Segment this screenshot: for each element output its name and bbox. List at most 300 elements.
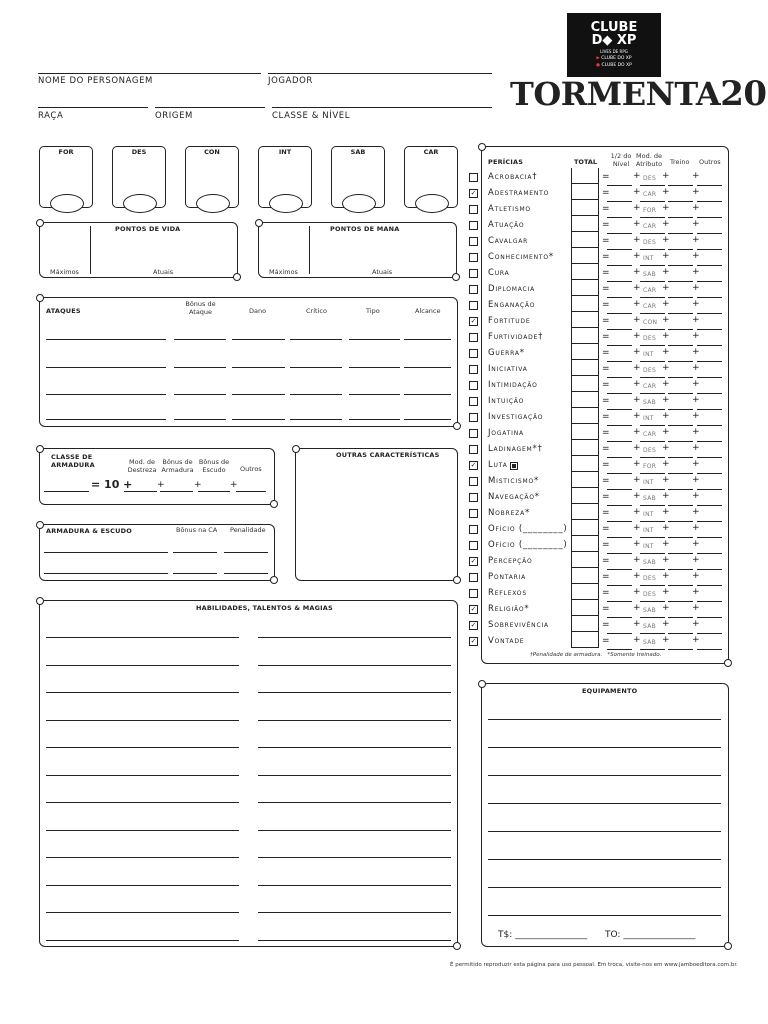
skill-field-line[interactable] [668, 617, 693, 618]
skill-field-line[interactable] [697, 233, 722, 234]
skill-field-line[interactable] [607, 281, 632, 282]
skill-field-line[interactable] [697, 569, 722, 570]
habilidade-line[interactable] [258, 912, 451, 913]
skill-field-line[interactable] [640, 329, 665, 330]
skill-total-box[interactable] [571, 488, 599, 504]
skill-field-line[interactable] [668, 185, 693, 186]
skill-trained-checkbox[interactable]: ✓ [470, 317, 477, 325]
skill-field-line[interactable] [607, 265, 632, 266]
skill-field-line[interactable] [697, 281, 722, 282]
habilidades-box[interactable]: HABILIDADES, TALENTOS & MAGIAS [39, 600, 458, 947]
classe-armadura-box[interactable]: CLASSE DE ARMADURA Mod. de Destreza Bônus de Armadura Bônus de Escudo Outros = 10 + + + + [39, 448, 275, 505]
ataque-field-line[interactable] [290, 367, 342, 368]
skill-field-line[interactable] [697, 505, 722, 506]
skill-field-line[interactable] [668, 585, 693, 586]
skill-field-line[interactable] [607, 313, 632, 314]
ataque-field-line[interactable] [174, 394, 226, 395]
skill-total-box[interactable] [571, 344, 599, 360]
skill-field-line[interactable] [668, 329, 693, 330]
skill-field-line[interactable] [640, 217, 665, 218]
skill-field-line[interactable] [607, 297, 632, 298]
skill-plus: + [662, 379, 670, 389]
skill-field-line[interactable] [640, 249, 665, 250]
skill-field-line[interactable] [697, 489, 722, 490]
skill-field-line[interactable] [607, 377, 632, 378]
skill-field-line[interactable] [607, 457, 632, 458]
skill-field-line[interactable] [668, 553, 693, 554]
skill-field-line[interactable] [668, 361, 693, 362]
skill-field-line[interactable] [668, 281, 693, 282]
skill-field-line[interactable] [607, 425, 632, 426]
skill-field-line[interactable] [697, 313, 722, 314]
attr-con-box[interactable]: CON [185, 146, 239, 208]
skill-total-box[interactable] [571, 376, 599, 392]
ataque-field-line[interactable] [404, 394, 451, 395]
skill-total-box[interactable] [571, 440, 599, 456]
habilidade-line[interactable] [46, 747, 239, 748]
habilidade-line[interactable] [46, 692, 239, 693]
skill-field-line[interactable] [607, 537, 632, 538]
skill-field-line[interactable] [697, 361, 722, 362]
skill-field-line[interactable] [607, 617, 632, 618]
skill-field-line[interactable] [607, 441, 632, 442]
skill-field-line[interactable] [668, 441, 693, 442]
skill-plus: + [633, 411, 641, 421]
skill-field-line[interactable] [668, 569, 693, 570]
skill-field-line[interactable] [697, 457, 722, 458]
habilidade-line[interactable] [258, 665, 451, 666]
skill-field-line[interactable] [697, 553, 722, 554]
skill-field-line[interactable] [697, 601, 722, 602]
skill-total-box[interactable] [571, 392, 599, 408]
skill-total-box[interactable] [571, 408, 599, 424]
habilidade-line[interactable] [46, 830, 239, 831]
skill-trained-checkbox[interactable] [469, 413, 478, 422]
skill-trained-checkbox[interactable] [469, 285, 478, 294]
skill-trained-checkbox[interactable] [469, 205, 478, 214]
skill-field-line[interactable] [607, 329, 632, 330]
skill-total-box[interactable] [571, 600, 599, 616]
habilidade-line[interactable] [258, 857, 451, 858]
skill-field-line[interactable] [640, 345, 665, 346]
skill-field-line[interactable] [668, 649, 693, 650]
skill-total-box[interactable] [571, 456, 599, 472]
skill-plus: + [692, 443, 700, 453]
habilidade-line[interactable] [46, 857, 239, 858]
skill-plus: + [662, 555, 670, 565]
skill-field-line[interactable] [607, 361, 632, 362]
skill-total-box[interactable] [571, 584, 599, 600]
skill-field-line[interactable] [640, 633, 665, 634]
skill-total-box[interactable] [571, 184, 599, 200]
skill-field-line[interactable] [697, 633, 722, 634]
armadura-escudo-box[interactable]: ARMADURA & ESCUDO Bônus na CA Penalidade [39, 524, 275, 581]
skill-equals: = [602, 268, 610, 278]
skill-plus: + [633, 235, 641, 245]
skill-field-line[interactable] [607, 521, 632, 522]
skill-field-line[interactable] [607, 201, 632, 202]
skill-field-line[interactable] [640, 457, 665, 458]
skill-field-line[interactable] [607, 409, 632, 410]
skill-plus: + [633, 299, 641, 309]
skill-field-line[interactable] [697, 393, 722, 394]
skill-field-line[interactable] [607, 185, 632, 186]
skill-field-line[interactable] [697, 441, 722, 442]
skill-field-line[interactable] [668, 217, 693, 218]
attr-int-box[interactable]: INT [258, 146, 312, 208]
skill-trained-checkbox[interactable] [469, 541, 478, 550]
skill-trained-checkbox[interactable] [469, 589, 478, 598]
skill-field-line[interactable] [697, 537, 722, 538]
skill-field-line[interactable] [668, 233, 693, 234]
equipamento-line[interactable] [488, 859, 721, 860]
skill-field-line[interactable] [697, 425, 722, 426]
skill-total-box[interactable] [571, 168, 599, 184]
attr-mod-oval [196, 194, 230, 213]
skill-plus: + [692, 251, 700, 261]
skill-trained-checkbox[interactable]: ✓ [470, 557, 477, 565]
ataque-field-line[interactable] [174, 339, 226, 340]
skill-field-line[interactable] [607, 233, 632, 234]
skill-equals: = [602, 588, 610, 598]
skill-field-line[interactable] [640, 553, 665, 554]
pericias-box[interactable]: PERÍCIAS TOTAL 1/2 do Nível Mod. de Atributo Treino Outros †Penalidade de armadura. *Somente treinado. [481, 146, 729, 664]
skill-field-line[interactable] [697, 649, 722, 650]
skill-trained-checkbox[interactable] [469, 509, 478, 518]
attr-sab-box[interactable]: SAB [331, 146, 385, 208]
ataque-field-line[interactable] [290, 394, 342, 395]
skill-field-line[interactable] [607, 217, 632, 218]
skill-field-line[interactable] [607, 249, 632, 250]
skill-name: Intimidação [488, 380, 538, 390]
habilidade-line[interactable] [46, 940, 239, 941]
skill-field-line[interactable] [640, 265, 665, 266]
habilidade-line[interactable] [46, 885, 239, 886]
skill-equals: = [602, 540, 610, 550]
outras-caracteristicas-box[interactable]: OUTRAS CARACTERÍSTICAS [295, 448, 458, 581]
skill-field-line[interactable] [668, 249, 693, 250]
equipamento-line[interactable] [488, 775, 721, 776]
skill-plus: + [692, 555, 700, 565]
skill-equals: = [602, 236, 610, 246]
skill-trained-checkbox[interactable]: ✓ [470, 637, 477, 645]
skill-attr-abbr: DES [643, 575, 657, 582]
skill-plus: + [662, 235, 670, 245]
skill-plus: + [692, 331, 700, 341]
skill-field-line[interactable] [697, 265, 722, 266]
ataque-field-line[interactable] [46, 394, 166, 395]
habilidade-line[interactable] [258, 775, 451, 776]
skill-plus: + [662, 347, 670, 357]
skill-plus: + [662, 203, 670, 213]
skill-field-line[interactable] [697, 329, 722, 330]
skill-field-line[interactable] [640, 537, 665, 538]
skill-plus: + [633, 635, 641, 645]
skill-trained-checkbox[interactable] [469, 525, 478, 534]
equipamento-line[interactable] [488, 831, 721, 832]
skill-total-box[interactable] [571, 504, 599, 520]
skill-total-box[interactable] [571, 632, 599, 648]
ataque-field-line[interactable] [404, 419, 451, 420]
ataque-field-line[interactable] [232, 367, 285, 368]
skill-field-line[interactable] [607, 393, 632, 394]
skill-field-line[interactable] [640, 409, 665, 410]
skill-equals: = [602, 412, 610, 422]
equipamento-line[interactable] [488, 915, 721, 916]
skill-field-line[interactable] [607, 601, 632, 602]
ataque-field-line[interactable] [349, 419, 400, 420]
skill-name: Vontade [488, 636, 525, 646]
skill-field-line[interactable] [668, 425, 693, 426]
skill-total-box[interactable] [571, 568, 599, 584]
skill-trained-checkbox[interactable] [469, 573, 478, 582]
skill-attr-abbr: SAB [643, 623, 657, 630]
ataque-field-line[interactable] [349, 339, 400, 340]
skill-field-line[interactable] [640, 233, 665, 234]
habilidade-line[interactable] [46, 912, 239, 913]
skill-trained-checkbox[interactable] [469, 269, 478, 278]
skill-field-line[interactable] [697, 617, 722, 618]
habilidade-line[interactable] [258, 830, 451, 831]
skill-field-line[interactable] [640, 505, 665, 506]
skill-field-line[interactable] [668, 393, 693, 394]
skill-equals: = [602, 556, 610, 566]
raca-label: RAÇA [38, 111, 64, 121]
ataque-field-line[interactable] [290, 339, 342, 340]
skill-field-line[interactable] [697, 409, 722, 410]
skill-field-line[interactable] [640, 297, 665, 298]
skill-field-line[interactable] [640, 585, 665, 586]
skill-plus: + [692, 603, 700, 613]
skill-total-box[interactable] [571, 616, 599, 632]
skill-plus: + [662, 363, 670, 373]
equipamento-line[interactable] [488, 803, 721, 804]
skill-plus: + [633, 203, 641, 213]
skill-field-line[interactable] [697, 297, 722, 298]
pontos-de-mana-box[interactable]: PONTOS DE MANA Máximos Atuais [258, 222, 457, 278]
skill-plus: + [692, 299, 700, 309]
skill-field-line[interactable] [640, 425, 665, 426]
skill-field-line[interactable] [607, 585, 632, 586]
skill-trained-checkbox[interactable]: ✓ [470, 621, 477, 629]
habilidade-line[interactable] [258, 747, 451, 748]
skill-field-line[interactable] [640, 185, 665, 186]
skill-field-line[interactable] [668, 505, 693, 506]
skill-trained-checkbox[interactable] [469, 349, 478, 358]
skill-total-box[interactable] [571, 520, 599, 536]
skill-field-line[interactable] [697, 377, 722, 378]
skill-field-line[interactable] [697, 201, 722, 202]
skill-plus: + [633, 219, 641, 229]
skill-field-line[interactable] [697, 185, 722, 186]
habilidade-line[interactable] [46, 720, 239, 721]
skill-plus: + [692, 459, 700, 469]
skill-field-line[interactable] [640, 393, 665, 394]
skill-field-line[interactable] [607, 473, 632, 474]
skill-trained-checkbox[interactable] [469, 381, 478, 390]
skill-field-line[interactable] [668, 265, 693, 266]
skill-field-line[interactable] [668, 633, 693, 634]
skill-field-line[interactable] [640, 313, 665, 314]
skill-trained-checkbox[interactable] [469, 301, 478, 310]
skill-field-line[interactable] [668, 521, 693, 522]
skill-field-line[interactable] [668, 601, 693, 602]
skill-attr-abbr: INT [643, 511, 654, 518]
skill-field-line[interactable] [640, 473, 665, 474]
attr-des-box[interactable]: DES [112, 146, 166, 208]
skill-equals: = [602, 604, 610, 614]
skill-total-box[interactable] [571, 424, 599, 440]
skill-attr-abbr: CAR [643, 383, 657, 390]
skill-field-line[interactable] [640, 649, 665, 650]
skill-name: Acrobacia† [488, 172, 538, 182]
skill-field-line[interactable] [668, 377, 693, 378]
skill-total-box[interactable] [571, 200, 599, 216]
skill-name: Ladinagem*† [488, 444, 543, 454]
skill-trained-checkbox[interactable] [469, 173, 478, 182]
skill-field-line[interactable] [668, 473, 693, 474]
skill-field-line[interactable] [640, 601, 665, 602]
skill-trained-checkbox[interactable] [469, 253, 478, 262]
skill-equals: = [602, 620, 610, 630]
skill-field-line[interactable] [668, 457, 693, 458]
skill-field-line[interactable] [640, 361, 665, 362]
skill-total-box[interactable] [571, 232, 599, 248]
skill-field-line[interactable] [640, 489, 665, 490]
ataque-field-line[interactable] [174, 367, 226, 368]
habilidade-line[interactable] [46, 802, 239, 803]
skill-field-line[interactable] [697, 585, 722, 586]
skill-total-box[interactable] [571, 472, 599, 488]
habilidade-line[interactable] [258, 692, 451, 693]
skill-trained-checkbox[interactable] [469, 237, 478, 246]
skill-total-box[interactable] [571, 264, 599, 280]
equipamento-line[interactable] [488, 747, 721, 748]
skill-field-line[interactable] [668, 313, 693, 314]
skill-total-box[interactable] [571, 248, 599, 264]
attr-for-box[interactable]: FOR [39, 146, 93, 208]
ataque-field-line[interactable] [349, 394, 400, 395]
skill-trained-checkbox[interactable] [469, 445, 478, 454]
ataque-field-line[interactable] [232, 339, 285, 340]
skill-trained-checkbox[interactable]: ✓ [470, 461, 477, 469]
ataque-field-line[interactable] [404, 367, 451, 368]
skill-field-line[interactable] [640, 521, 665, 522]
skill-plus: + [633, 251, 641, 261]
skill-field-line[interactable] [640, 201, 665, 202]
skill-trained-checkbox[interactable]: ✓ [470, 189, 477, 197]
skill-field-line[interactable] [697, 521, 722, 522]
skill-field-line[interactable] [607, 489, 632, 490]
habilidade-line[interactable] [46, 665, 239, 666]
skill-field-line[interactable] [668, 537, 693, 538]
skill-field-line[interactable] [697, 217, 722, 218]
skill-trained-checkbox[interactable] [469, 365, 478, 374]
skill-field-line[interactable] [640, 377, 665, 378]
skill-total-box[interactable] [571, 552, 599, 568]
skill-field-line[interactable] [697, 473, 722, 474]
ataque-field-line[interactable] [46, 367, 166, 368]
skill-equals: = [602, 380, 610, 390]
habilidade-line[interactable] [258, 940, 451, 941]
ataques-box[interactable]: ATAQUES Bônus de Ataque Dano Crítico Tipo Alcance [39, 297, 458, 427]
habilidade-line[interactable] [258, 720, 451, 721]
skill-field-line[interactable] [640, 441, 665, 442]
skill-plus: + [633, 379, 641, 389]
skill-field-line[interactable] [607, 569, 632, 570]
skill-total-box[interactable] [571, 216, 599, 232]
skill-plus: + [633, 587, 641, 597]
ataque-field-line[interactable] [404, 339, 451, 340]
habilidade-line[interactable] [258, 802, 451, 803]
skill-trained-checkbox[interactable] [469, 221, 478, 230]
ataque-field-line[interactable] [290, 419, 342, 420]
skill-trained-checkbox[interactable] [469, 477, 478, 486]
skill-plus: + [692, 283, 700, 293]
skill-field-line[interactable] [697, 345, 722, 346]
habilidade-line[interactable] [46, 637, 239, 638]
skill-total-box[interactable] [571, 280, 599, 296]
skill-plus: + [662, 283, 670, 293]
skill-field-line[interactable] [640, 281, 665, 282]
ataque-field-line[interactable] [46, 419, 166, 420]
skill-trained-checkbox[interactable] [469, 493, 478, 502]
ataque-field-line[interactable] [174, 419, 226, 420]
habilidade-line[interactable] [46, 775, 239, 776]
ataque-field-line[interactable] [46, 339, 166, 340]
ataque-field-line[interactable] [232, 419, 285, 420]
skill-field-line[interactable] [607, 553, 632, 554]
skill-field-line[interactable] [640, 569, 665, 570]
skill-field-line[interactable] [668, 489, 693, 490]
equipamento-line[interactable] [488, 719, 721, 720]
skill-field-line[interactable] [668, 201, 693, 202]
ataque-field-line[interactable] [232, 394, 285, 395]
skill-total-box[interactable] [571, 360, 599, 376]
ataque-field-line[interactable] [349, 367, 400, 368]
skill-total-box[interactable] [571, 296, 599, 312]
skill-total-box[interactable] [571, 328, 599, 344]
skill-trained-checkbox[interactable]: ✓ [470, 605, 477, 613]
skill-total-box[interactable] [571, 536, 599, 552]
skill-field-line[interactable] [668, 409, 693, 410]
skill-field-line[interactable] [640, 617, 665, 618]
habilidade-line[interactable] [258, 885, 451, 886]
attr-car-box[interactable]: CAR [404, 146, 458, 208]
skill-field-line[interactable] [607, 345, 632, 346]
pontos-de-vida-box[interactable]: PONTOS DE VIDA Máximos Atuais [39, 222, 238, 278]
skill-field-line[interactable] [607, 633, 632, 634]
skill-attr-abbr: CAR [643, 191, 657, 198]
skill-plus: + [633, 619, 641, 629]
habilidade-line[interactable] [258, 637, 451, 638]
skill-trained-checkbox[interactable] [469, 397, 478, 406]
skill-field-line[interactable] [697, 249, 722, 250]
skill-trained-checkbox[interactable] [469, 333, 478, 342]
skill-field-line[interactable] [607, 649, 632, 650]
skill-attr-abbr: SAB [643, 495, 657, 502]
skill-field-line[interactable] [668, 345, 693, 346]
skill-equals: = [602, 204, 610, 214]
skill-plus: + [633, 427, 641, 437]
equipamento-line[interactable] [488, 887, 721, 888]
skill-field-line[interactable] [607, 505, 632, 506]
equipamento-box[interactable]: EQUIPAMENTO T$: ________________ TO: ________________ [481, 683, 729, 947]
skill-total-box[interactable] [571, 312, 599, 328]
skill-name: Ofício (________) [488, 524, 568, 534]
skill-field-line[interactable] [668, 297, 693, 298]
skill-trained-checkbox[interactable] [469, 429, 478, 438]
